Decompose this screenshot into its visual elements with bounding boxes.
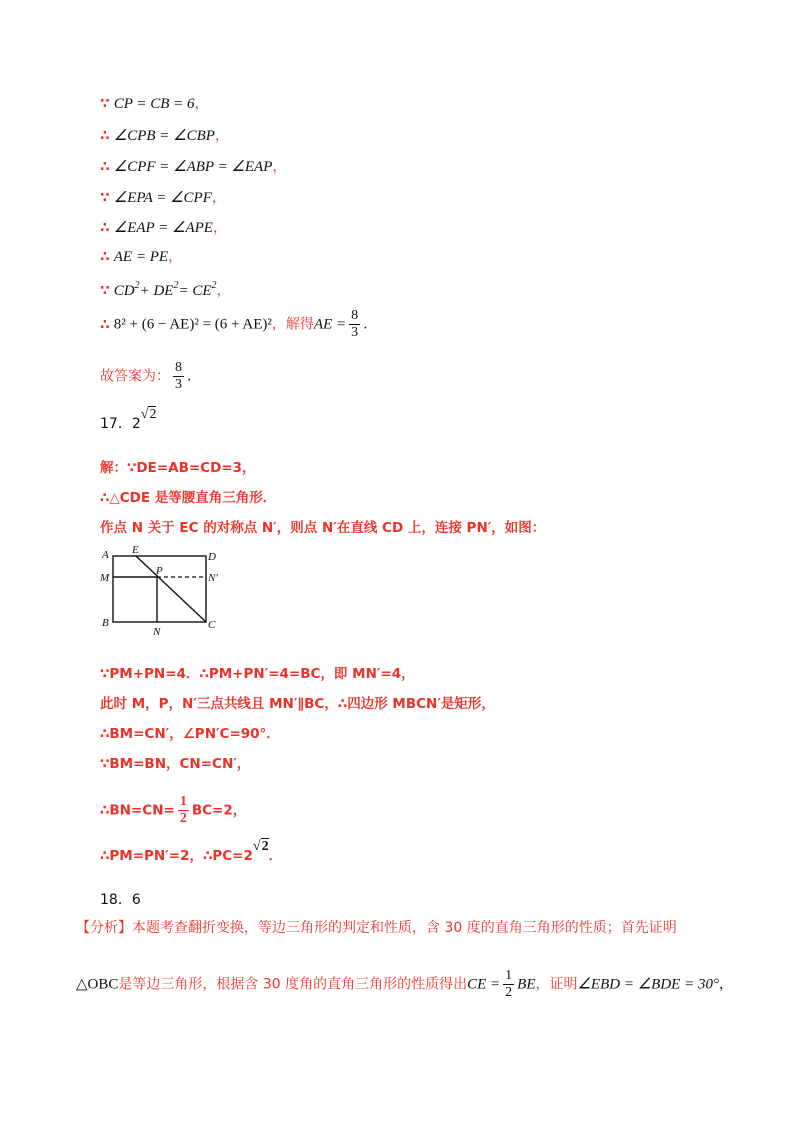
punct: . — [187, 368, 192, 385]
punct: ， — [212, 220, 227, 236]
superscript: 2 — [134, 280, 140, 291]
math-equation: 8² + (6 − AE)² = (6 + AE)² — [113, 316, 272, 333]
q17-line-b3: ∴BM=CN′，∠PN′C=90°． — [100, 726, 280, 742]
punct: ， — [214, 128, 229, 144]
fraction: $\frac{8}{3}$ — [351, 308, 359, 340]
derivation-line-2 — [100, 126, 229, 146]
derivation-line-1 — [100, 94, 209, 114]
q17-line-b6 — [100, 839, 283, 867]
q17-line-b4: ∵BM=BN，CN=CN′， — [100, 756, 251, 772]
punct: ， — [272, 159, 287, 175]
math-lhs: AE = — [313, 316, 347, 333]
math-cd: CD — [113, 283, 135, 299]
math-ce: = CE — [178, 283, 212, 299]
math-expression: AE = PE — [113, 249, 169, 265]
punct: ， — [211, 190, 226, 206]
math-triangle-obc: △OBC — [76, 976, 119, 993]
derivation-line-3 — [100, 157, 286, 177]
question-number: 17． — [100, 416, 132, 432]
punct: . — [363, 316, 368, 333]
answer-label: 故答案为： — [100, 368, 170, 385]
q18-analysis-2 — [76, 968, 733, 1001]
analysis-text-2: ，证明 — [535, 976, 578, 993]
therefore-symbol: ∴ — [100, 249, 110, 265]
math-de: + DE — [139, 283, 174, 299]
q17-line-a3: 作点 N 关于 EC 的对称点 N′，则点 N′在直线 CD 上，连接 PN′，如图： — [100, 520, 546, 536]
label-b: B — [102, 617, 109, 629]
superscript: 2 — [211, 280, 217, 291]
label-m: M — [100, 572, 110, 584]
because-symbol: ∵ — [100, 283, 110, 299]
text-pre: ∴PM=PN′=2，∴PC=2 — [100, 848, 253, 864]
derivation-line-4 — [100, 188, 226, 208]
q17-line-a1: 解：∵DE=AB=CD=3， — [100, 460, 256, 476]
answer-coefficient: 2 — [131, 416, 141, 432]
label-n: N — [153, 626, 161, 638]
text-post: ． — [268, 848, 283, 864]
q17-line-b2: 此时 M，P，N′三点共线且 MN′∥BC，∴四边形 MBCN′是矩形， — [100, 696, 495, 712]
q17-line-b5 — [100, 794, 246, 827]
label-n-prime: N′ — [208, 572, 218, 584]
derivation-line-8 — [100, 308, 368, 341]
label-c: C — [208, 619, 216, 631]
punct: ， — [194, 96, 209, 112]
therefore-symbol: ∴ — [100, 128, 110, 144]
q18-heading — [100, 890, 141, 910]
math-expression: ∠CPB = ∠CBP — [113, 128, 215, 144]
math-expression: ∠EPA = ∠CPF — [113, 190, 212, 206]
q17-line-b1: ∵PM+PN=4．∴PM+PN′=4=BC，即 MN′=4， — [100, 666, 415, 682]
geometry-figure — [96, 544, 226, 639]
derivation-line-5 — [100, 218, 227, 238]
punct: ， — [168, 249, 183, 265]
math-ce: CE = — [467, 976, 501, 993]
q18-analysis-1: 【分析】本题考查翻折变换，等边三角形的判定和性质，含 30 度的直角三角形的性质；首先证明 — [76, 920, 677, 936]
label-p: P — [156, 565, 163, 577]
fraction: $\frac{8}{3}$ — [175, 360, 182, 392]
math-angles: ∠EBD = ∠BDE = 30° — [577, 976, 719, 993]
segment-ec — [136, 556, 206, 622]
sqrt-value: √2 — [252, 839, 269, 854]
punct: ， — [216, 283, 231, 299]
derivation-line-7 — [100, 276, 231, 301]
math-be: BE — [517, 976, 536, 993]
answer-value: 6 — [131, 892, 141, 908]
label-e: E — [132, 544, 139, 556]
answer-line — [100, 360, 191, 393]
fraction-half: $\frac{1}{2}$ — [505, 968, 513, 1000]
therefore-symbol: ∴ — [100, 159, 110, 175]
math-expression: CP = CB = 6 — [113, 96, 195, 112]
therefore-symbol: ∴ — [100, 316, 110, 333]
label-d: D — [208, 551, 216, 563]
punct: ， — [718, 976, 733, 993]
derivation-line-6 — [100, 247, 182, 267]
because-symbol: ∵ — [100, 190, 110, 206]
because-symbol: ∵ — [100, 96, 110, 112]
fraction-half: $\frac{1}{2}$ — [179, 794, 187, 826]
analysis-text: 是等边三角形，根据含 30 度角的直角三角形的性质得出 — [118, 976, 468, 993]
solve-text: ，解得 — [271, 316, 314, 333]
therefore-symbol: ∴ — [100, 220, 110, 236]
text-pre: ∴BN=CN= — [100, 802, 175, 819]
q17-heading — [100, 407, 157, 435]
sqrt-answer: √2 — [140, 407, 157, 422]
question-number: 18． — [100, 892, 132, 908]
superscript: 2 — [173, 280, 179, 291]
text-post: BC=2， — [191, 802, 247, 819]
math-expression: ∠EAP = ∠APE — [113, 220, 213, 236]
label-a: A — [102, 549, 109, 561]
q17-line-a2: ∴△CDE 是等腰直角三角形． — [100, 490, 277, 506]
math-expression: ∠CPF = ∠ABP = ∠EAP — [113, 159, 273, 175]
